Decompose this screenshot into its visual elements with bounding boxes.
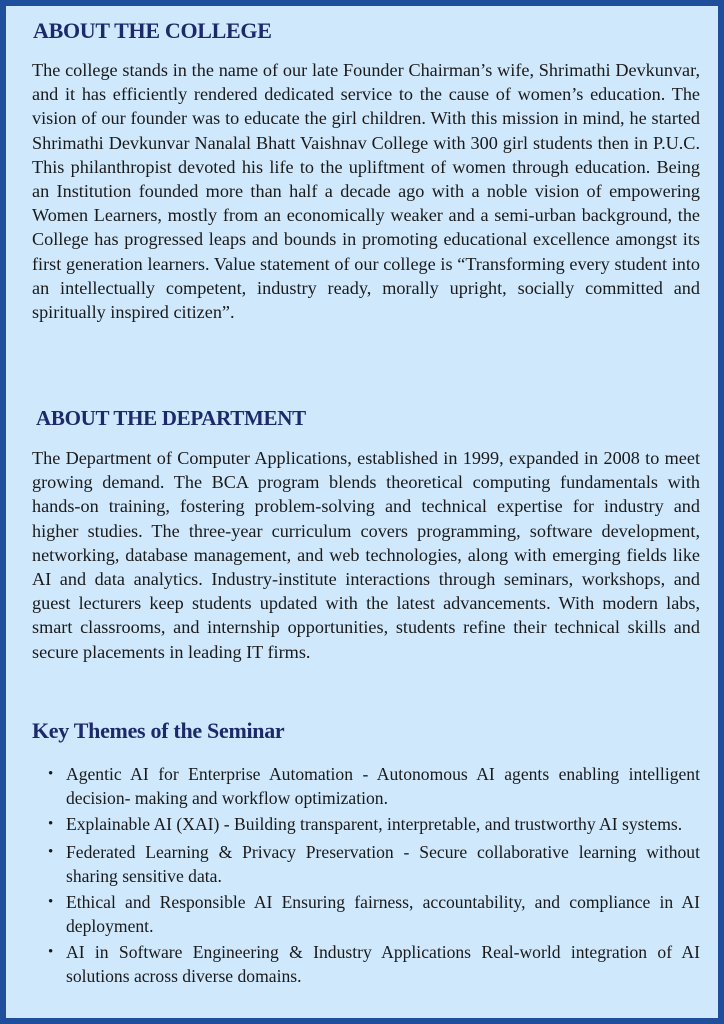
bullet-icon: •	[48, 894, 54, 910]
key-themes-list	[48, 762, 700, 990]
bullet-icon: •	[48, 766, 54, 782]
theme-text: Federated Learning & Privacy Preservation - Secure collaborative learning without sharing sensitive data.	[66, 842, 700, 886]
list-item	[48, 940, 700, 988]
bullet-icon: •	[48, 816, 54, 832]
bullet-icon: •	[48, 944, 54, 960]
about-department-paragraph: The Department of Computer Applications, established in 1999, expanded in 2008 to meet growing demand. The BCA program blends theoretical computing fundamentals with hands-on training, fostering problem-solving and technical expertise for industry and higher studies. The three-year curriculum covers programming, software development, networking, database management, and web technologies, along with emerging fields like AI and data analytics. Industry-institute interactions through seminars, workshops, and guest lecturers keep students updated with the latest advancements. With modern labs, smart classrooms, and internship opportunities, students refine their technical skills and secure placements in leading IT firms.	[32, 448, 700, 662]
list-item	[48, 840, 700, 888]
list-item	[48, 762, 700, 810]
theme-text: Explainable AI (XAI) - Building transparent, interpretable, and trustworthy AI systems.	[66, 814, 683, 834]
theme-text: Agentic AI for Enterprise Automation - Autonomous AI agents enabling intelligent decision- making and workflow optimization.	[66, 764, 700, 808]
about-department-heading: ABOUT THE DEPARTMENT	[36, 406, 306, 430]
about-college-paragraph: The college stands in the name of our late Founder Chairman’s wife, Shrimathi Devkunvar, and it has efficiently rendered dedicated service to the cause of women’s education. The vision of our founder was to educate the girl children. With this mission in mind, he started Shrimathi Devkunvar Nanalal Bhatt Vaishnav College with 300 girl students then in P.U.C. This philanthropist devoted his life to the upliftment of women through education. Being an Institution founded more than half a decade ago with a noble vision of empowering Women Learners, mostly from an economically weaker and a semi-urban background, the College has progressed leaps and bounds in promoting educational excellence amongst its first generation learners. Value statement of our college is “Transforming every student into an intellectually competent, industry ready, morally upright, socially committed and spiritually inspired citizen”.	[32, 60, 700, 323]
key-themes-heading: Key Themes of the Seminar	[32, 718, 285, 743]
about-college-heading: ABOUT THE COLLEGE	[33, 18, 272, 43]
theme-text: AI in Software Engineering & Industry Applications Real-world integration of AI solutions across diverse domains.	[66, 942, 700, 986]
list-item	[48, 890, 700, 938]
bullet-icon: •	[48, 844, 54, 860]
theme-text: Ethical and Responsible AI Ensuring fairness, accountability, and compliance in AI deployment.	[66, 892, 700, 936]
list-item	[48, 812, 700, 836]
